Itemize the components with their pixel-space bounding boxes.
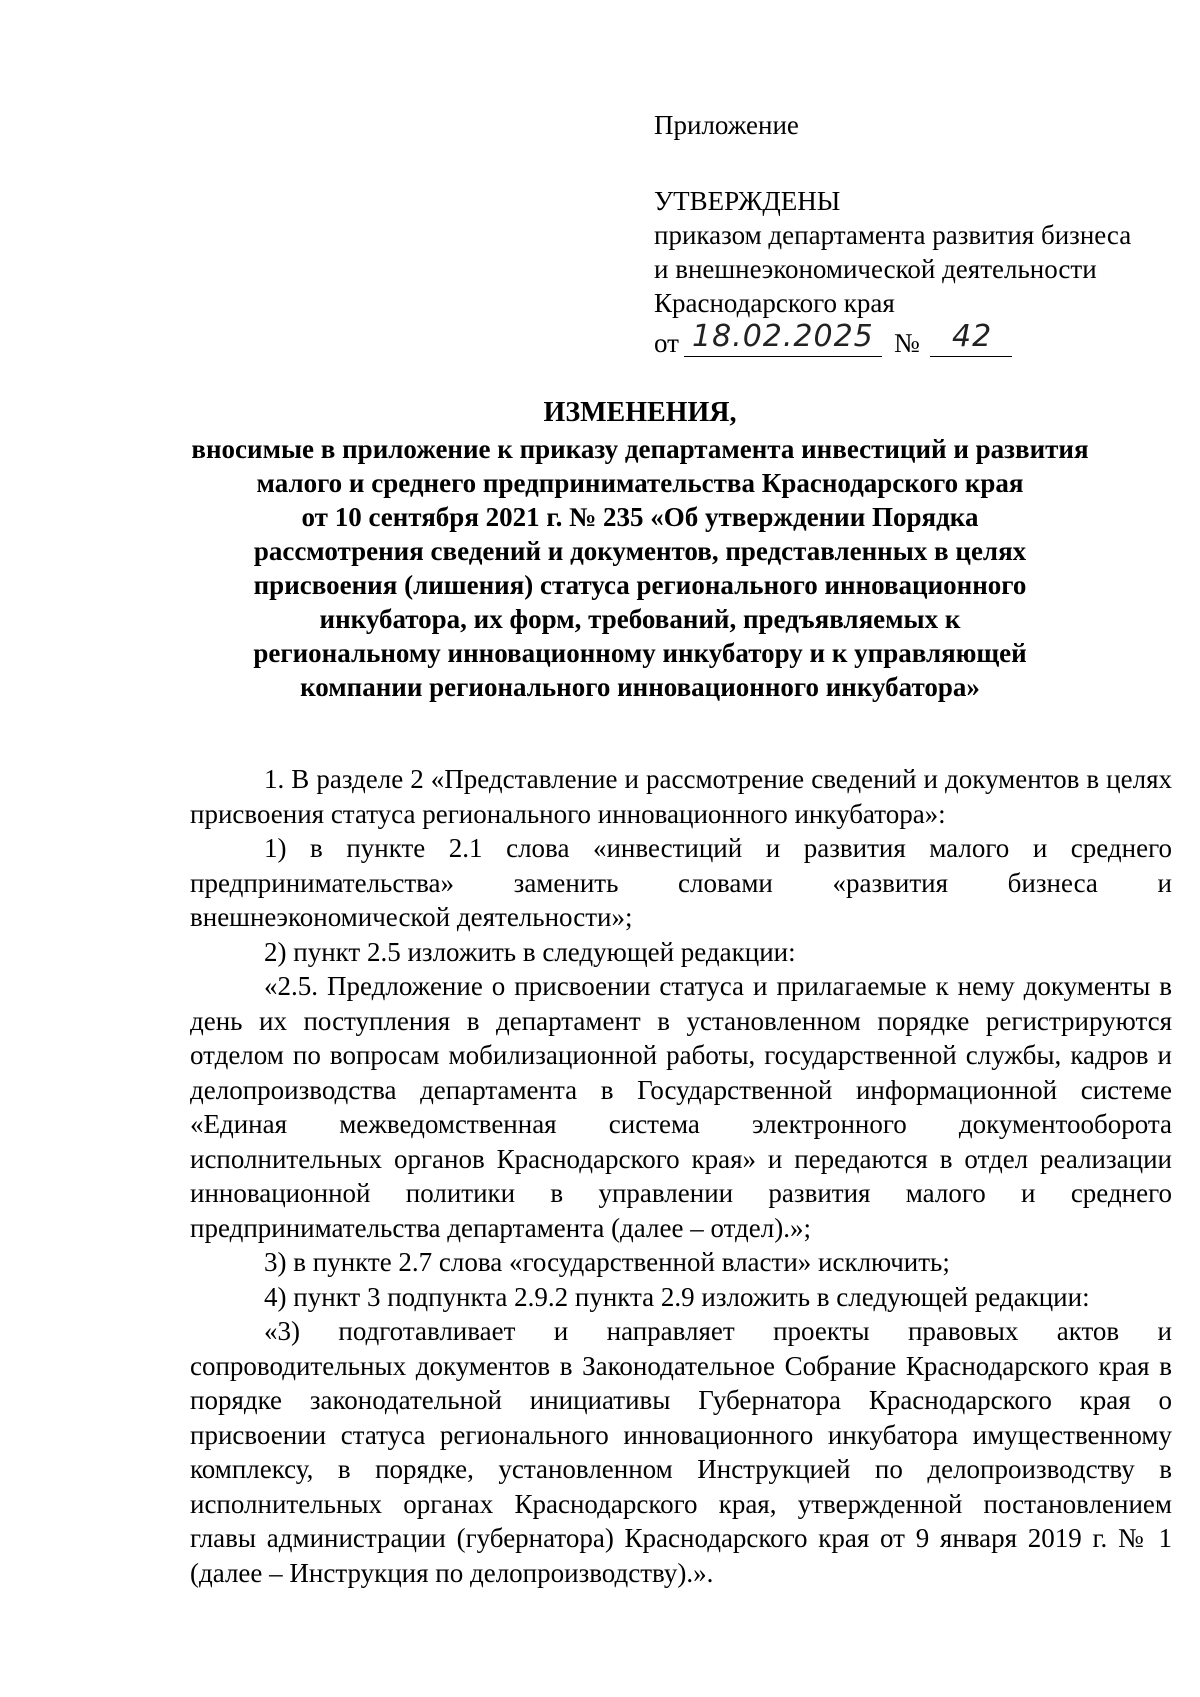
title-line: малого и среднего предпринимательства Краснодарского края	[256, 468, 1024, 498]
approval-line: приказом департамента развития бизнеса	[654, 220, 1132, 250]
title-line: региональному инновационному инкубатору и к управляющей	[253, 638, 1027, 668]
paragraph-clause-2-5: «2.5. Предложение о присвоении статуса и прилагаемые к нему документы в день их поступления в департамент в установленном порядке регистрируются отделом по вопросам мобилизационной работы, государственной службы, кадров и делопроизводства департамента в Государственной информационной системе «Единая межведомственная система электронного документооборота исполнительных органов Краснодарского края» и передаются в отдел реализации инновационной политики в управлении развития малого и среднего предпринимательства департамента (далее – отдел).»;	[190, 971, 1172, 1243]
title-line: от 10 сентября 2021 г. № 235 «Об утверждении Порядка	[301, 502, 979, 532]
document-title	[170, 396, 1110, 704]
approval-block	[654, 108, 1174, 362]
handwritten-date: 18.02.2025	[692, 319, 874, 354]
title-line: инкубатора, их форм, требований, предъявляемых к	[319, 604, 961, 634]
title-line: рассмотрения сведений и документов, представленных в целях	[253, 536, 1027, 566]
approval-line: и внешнеэкономической деятельности	[654, 254, 1097, 284]
number-underline	[930, 356, 1012, 357]
title-line: компании регионального инновационного инкубатора»	[300, 672, 980, 702]
title-heading: ИЗМЕНЕНИЯ,	[543, 397, 737, 428]
date-prefix: от	[654, 328, 679, 358]
number-prefix: №	[894, 328, 920, 358]
paragraph-item-4: 4) пункт 3 подпункта 2.9.2 пункта 2.9 изложить в следующей редакции:	[264, 1281, 1090, 1312]
approved-label: УТВЕРЖДЕНЫ	[654, 186, 841, 216]
date-underline	[684, 356, 882, 357]
paragraph-item-3: 3) в пункте 2.7 слова «государственной власти» исключить;	[264, 1247, 950, 1277]
paragraph-item-1: 1) в пункте 2.1 слова «инвестиций и развития малого и среднего предпринимательства» заменить словами «развития бизнеса и внешнеэкономической деятельности»;	[190, 833, 1172, 932]
paragraph-section-1: 1. В разделе 2 «Представление и рассмотрение сведений и документов в целях присвоения статуса регионального инновационного инкубатора»:	[190, 764, 1172, 829]
paragraph-clause-3: «3) подготавливает и направляет проекты правовых актов и сопроводительных документов в Законодательное Собрание Краснодарского края в порядке законодательной инициативы Губернатора Краснодарского края о присвоении статуса регионального инновационного инкубатора имущественному комплексу, в порядке, установленном Инструкцией по делопроизводству в исполнительных органах Краснодарского края, утвержденной постановлением главы администрации (губернатора) Краснодарского края от 9 января 2019 г. № 1 (далее – Инструкция по делопроизводству).».	[190, 1316, 1172, 1588]
paragraph-item-2: 2) пункт 2.5 изложить в следующей редакции:	[264, 936, 796, 967]
appendix-label: Приложение	[654, 110, 799, 140]
title-line: вносимые в приложение к приказу департамента инвестиций и развития	[191, 434, 1089, 464]
date-number-line	[654, 319, 1174, 362]
approval-line: Краснодарского края	[654, 288, 895, 318]
title-line: присвоения (лишения) статуса регионального инновационного	[253, 570, 1027, 600]
document-body	[190, 762, 1172, 1590]
handwritten-number: 42	[952, 319, 993, 354]
